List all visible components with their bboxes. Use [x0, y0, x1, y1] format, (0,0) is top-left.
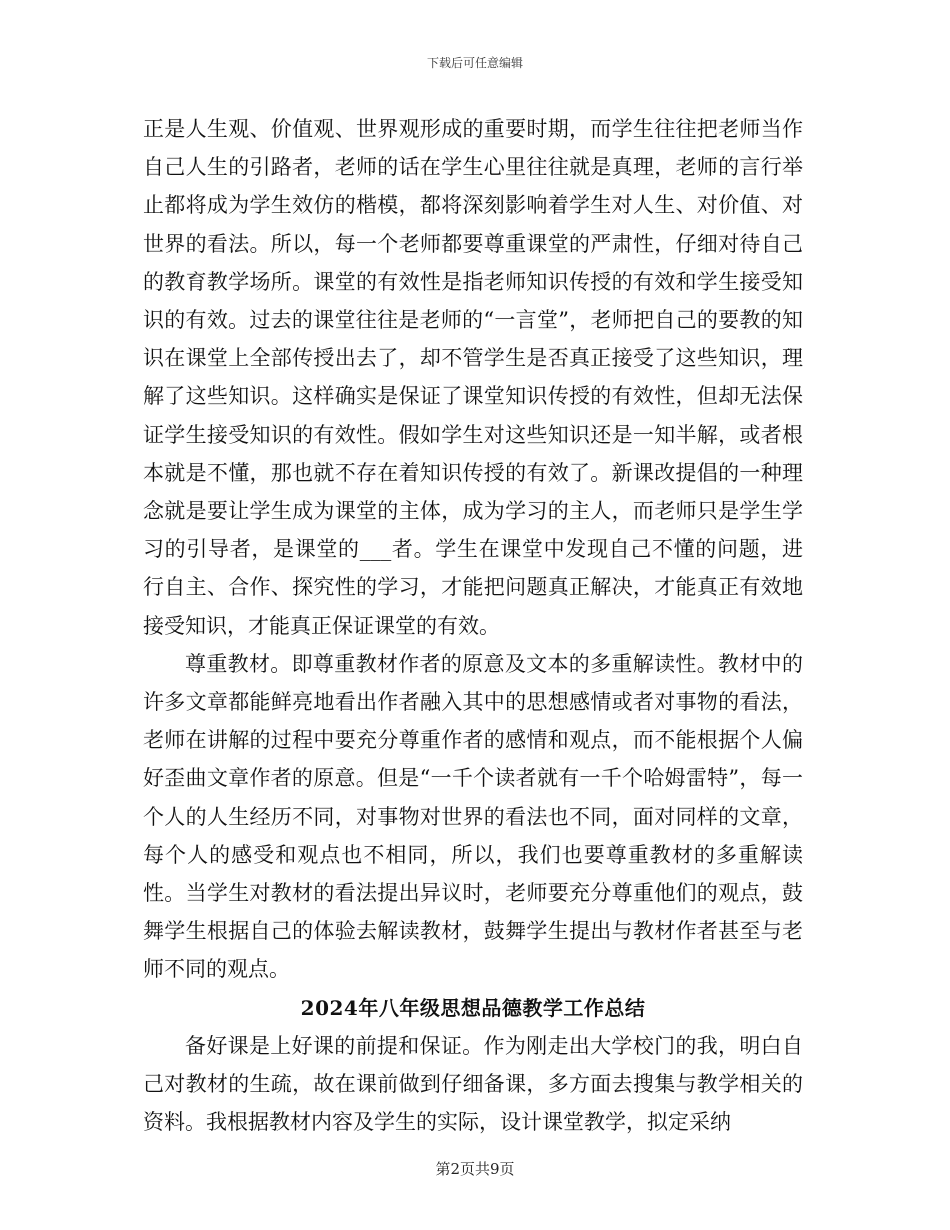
paragraph-lesson-preparation: 备好课是上好课的前提和保证。作为刚走出大学校门的我，明白自己对教材的生疏，故在课前做到仔细备课，多方面去搜集与教学相关的资料。我根据教材内容及学生的实际，设计课堂教学，拟定采纳 — [143, 1033, 803, 1135]
paragraph-respect-textbook: 尊重教材。即尊重教材作者的原意及文本的多重解读性。教材中的许多文章都能鲜亮地看出作者融入其中的思想感情或者对事物的看法，老师在讲解的过程中要充分尊重作者的感情和观点，而不能根据个人偏好歪曲文章作者的原意。但是“一千个读者就有一千个哈姆雷特”，每一个人的人生经历不同，对事物对世界的看法也不同，面对同样的文章，每个人的感受和观点也不相同，所以，我们也要尊重教材的多重解读性。当学生对教材的看法提出异议时，老师要充分尊重他们的观点，鼓舞学生根据自己的体验去解读教材，鼓舞学生提出与教材作者甚至与老师不同的观点。 — [143, 651, 803, 982]
section-title: 2024年八年级思想品德教学工作总结 — [300, 995, 646, 1020]
page-number: 第2页共9页 — [435, 1160, 515, 1178]
document-body — [143, 110, 803, 1141]
header-note: 下载后可任意编辑 — [426, 56, 523, 70]
paragraph-classroom-effectiveness: 正是人生观、价值观、世界观形成的重要时期，而学生往往把老师当作自己人生的引路者，老师的话在学生心里往往就是真理，老师的言行举止都将成为学生效仿的楷模，都将深刻影响着学生对人生、对价值、对世界的看法。所以，每一个老师都要尊重课堂的严肃性，仔细对待自己的教育教学场所。课堂的有效性是指老师知识传授的有效和学生接受知识的有效。过去的课堂往往是老师的“一言堂”，老师把自己的要教的知识在课堂上全部传授出去了，却不管学生是否真正接受了这些知识，理解了这些知识。这样确实是保证了课堂知识传授的有效性，但却无法保证学生接受知识的有效性。假如学生对这些知识还是一知半解，或者根本就是不懂，那也就不存在着知识传授的有效了。新课改提倡的一种理念就是要让学生成为课堂的主体，成为学习的主人，而老师只是学生学习的引导者，是课堂的___者。学生在课堂中发现自己不懂的问题，进行自主、合作、探究性的学习，才能把问题真正解决，才能真正有效地接受知识，才能真正保证课堂的有效。 — [143, 117, 803, 638]
